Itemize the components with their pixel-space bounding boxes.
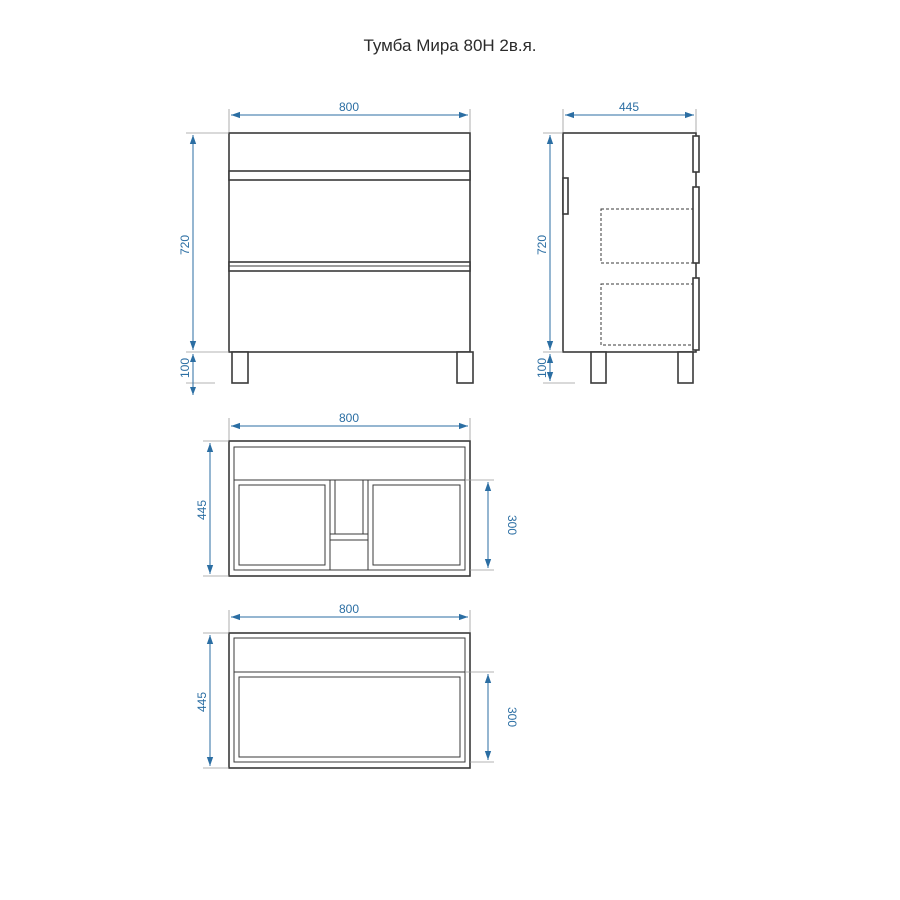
side-height-label: 720 bbox=[535, 234, 549, 256]
front-drawer-rail-upper bbox=[229, 171, 470, 180]
front-leg-left bbox=[232, 352, 248, 383]
top-upper-outline bbox=[229, 441, 470, 576]
side-view bbox=[535, 100, 699, 383]
front-leg-right bbox=[457, 352, 473, 383]
side-cabinet-body bbox=[563, 133, 696, 352]
top-lower-inner-frame bbox=[234, 638, 465, 762]
top-lower-outline bbox=[229, 633, 470, 768]
front-view bbox=[178, 100, 473, 395]
top-lower-depth-label: 445 bbox=[195, 691, 209, 713]
side-hidden-drawer-lower bbox=[601, 284, 693, 345]
top-lower-width-label: 800 bbox=[338, 602, 360, 616]
top-lower-inner-label: 300 bbox=[505, 706, 519, 728]
top-upper-inner-label: 300 bbox=[505, 514, 519, 536]
side-front-panel-upper bbox=[693, 136, 699, 172]
top-upper-left-compartment bbox=[234, 480, 330, 570]
front-height-label: 720 bbox=[178, 234, 192, 256]
front-leg-label: 100 bbox=[178, 357, 192, 379]
front-width-label: 800 bbox=[338, 100, 360, 114]
front-cabinet-body bbox=[229, 133, 470, 352]
top-upper-inner-frame bbox=[234, 447, 465, 570]
drawing-title: Тумба Мира 80Н 2в.я. bbox=[363, 36, 537, 55]
side-leg-front bbox=[678, 352, 693, 383]
top-view-lower bbox=[195, 602, 519, 768]
side-front-panel-lower bbox=[693, 278, 699, 350]
top-upper-left-compartment-inner bbox=[239, 485, 325, 565]
side-depth-label: 445 bbox=[618, 100, 640, 114]
top-lower-compartment-inner bbox=[239, 677, 460, 757]
top-upper-depth-label: 445 bbox=[195, 499, 209, 521]
side-front-panel-middle bbox=[693, 187, 699, 263]
top-view-upper bbox=[195, 411, 519, 576]
top-upper-width-label: 800 bbox=[338, 411, 360, 425]
side-leg-label: 100 bbox=[535, 357, 549, 379]
side-hidden-drawer-upper bbox=[601, 209, 693, 263]
top-upper-center-bar bbox=[330, 534, 368, 540]
top-upper-right-compartment-inner bbox=[373, 485, 460, 565]
side-leg-back bbox=[591, 352, 606, 383]
side-back-mount bbox=[563, 178, 568, 214]
top-upper-right-compartment bbox=[368, 480, 465, 570]
top-lower-compartment bbox=[234, 672, 465, 762]
